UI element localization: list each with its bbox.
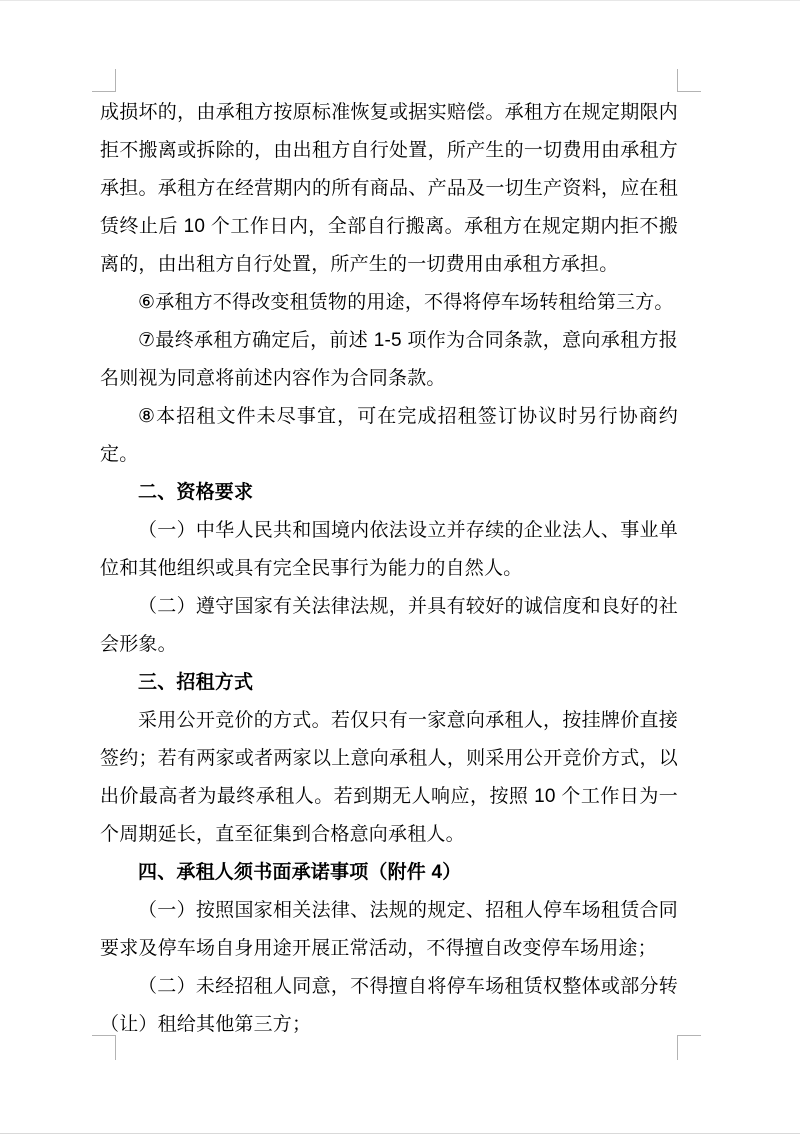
paragraph: （二）未经招租人同意，不得擅自将停车场租赁权整体或部分转（让）租给其他第三方；: [100, 976, 678, 1035]
document-text: [100, 94, 678, 1044]
crop-mark-top-left-icon: [92, 69, 116, 92]
paragraph: 采用公开竞价的方式。若仅只有一家意向承租人，按挂牌价直接签约；若有两家或者两家以上意向承租人，则采用公开竞价方式，以出价最高者为最终承租人。若到期无人响应，按照 10 个工作日为一个周期延长，直至征集到合格意向承租人。: [100, 710, 678, 845]
crop-mark-bottom-right-icon: [677, 1035, 701, 1060]
crop-mark-top-right-icon: [677, 69, 701, 92]
paragraph: ⑥承租方不得改变租赁物的用途，不得将停车场转租给第三方。: [138, 292, 674, 313]
paragraph: ⑦最终承租方确定后，前述 1-5 项作为合同条款，意向承租方报名则视为同意将前述内容作为合同条款。: [100, 330, 678, 389]
paragraph: （一）按照国家相关法律、法规的规定、招租人停车场租赁合同要求及停车场自身用途开展正常活动，不得擅自改变停车场用途；: [100, 900, 678, 959]
paragraph: ⑧本招租文件未尽事宜，可在完成招租签订协议时另行协商约定。: [100, 406, 678, 465]
paragraph: （一）中华人民共和国境内依法设立并存续的企业法人、事业单位和其他组织或具有完全民事行为能力的自然人。: [100, 520, 678, 579]
paragraph: 三、招租方式: [138, 672, 254, 693]
paragraph: 四、承租人须书面承诺事项（附件 4）: [138, 862, 462, 883]
paragraph: 成损坏的，由承租方按原标准恢复或据实赔偿。承租方在规定期限内拒不搬离或拆除的，由出租方自行处置，所产生的一切费用由承租方承担。承租方在经营期内的所有商品、产品及一切生产资料，应在租赁终止后 10 个工作日内，全部自行搬离。承租方在规定期内拒不搬离的，由出租方自行处置，所产生的一切费用由承租方承担。: [100, 102, 678, 275]
paragraph: （二）遵守国家有关法律法规，并具有较好的诚信度和良好的社会形象。: [100, 596, 678, 655]
paragraph: 二、资格要求: [138, 482, 254, 503]
